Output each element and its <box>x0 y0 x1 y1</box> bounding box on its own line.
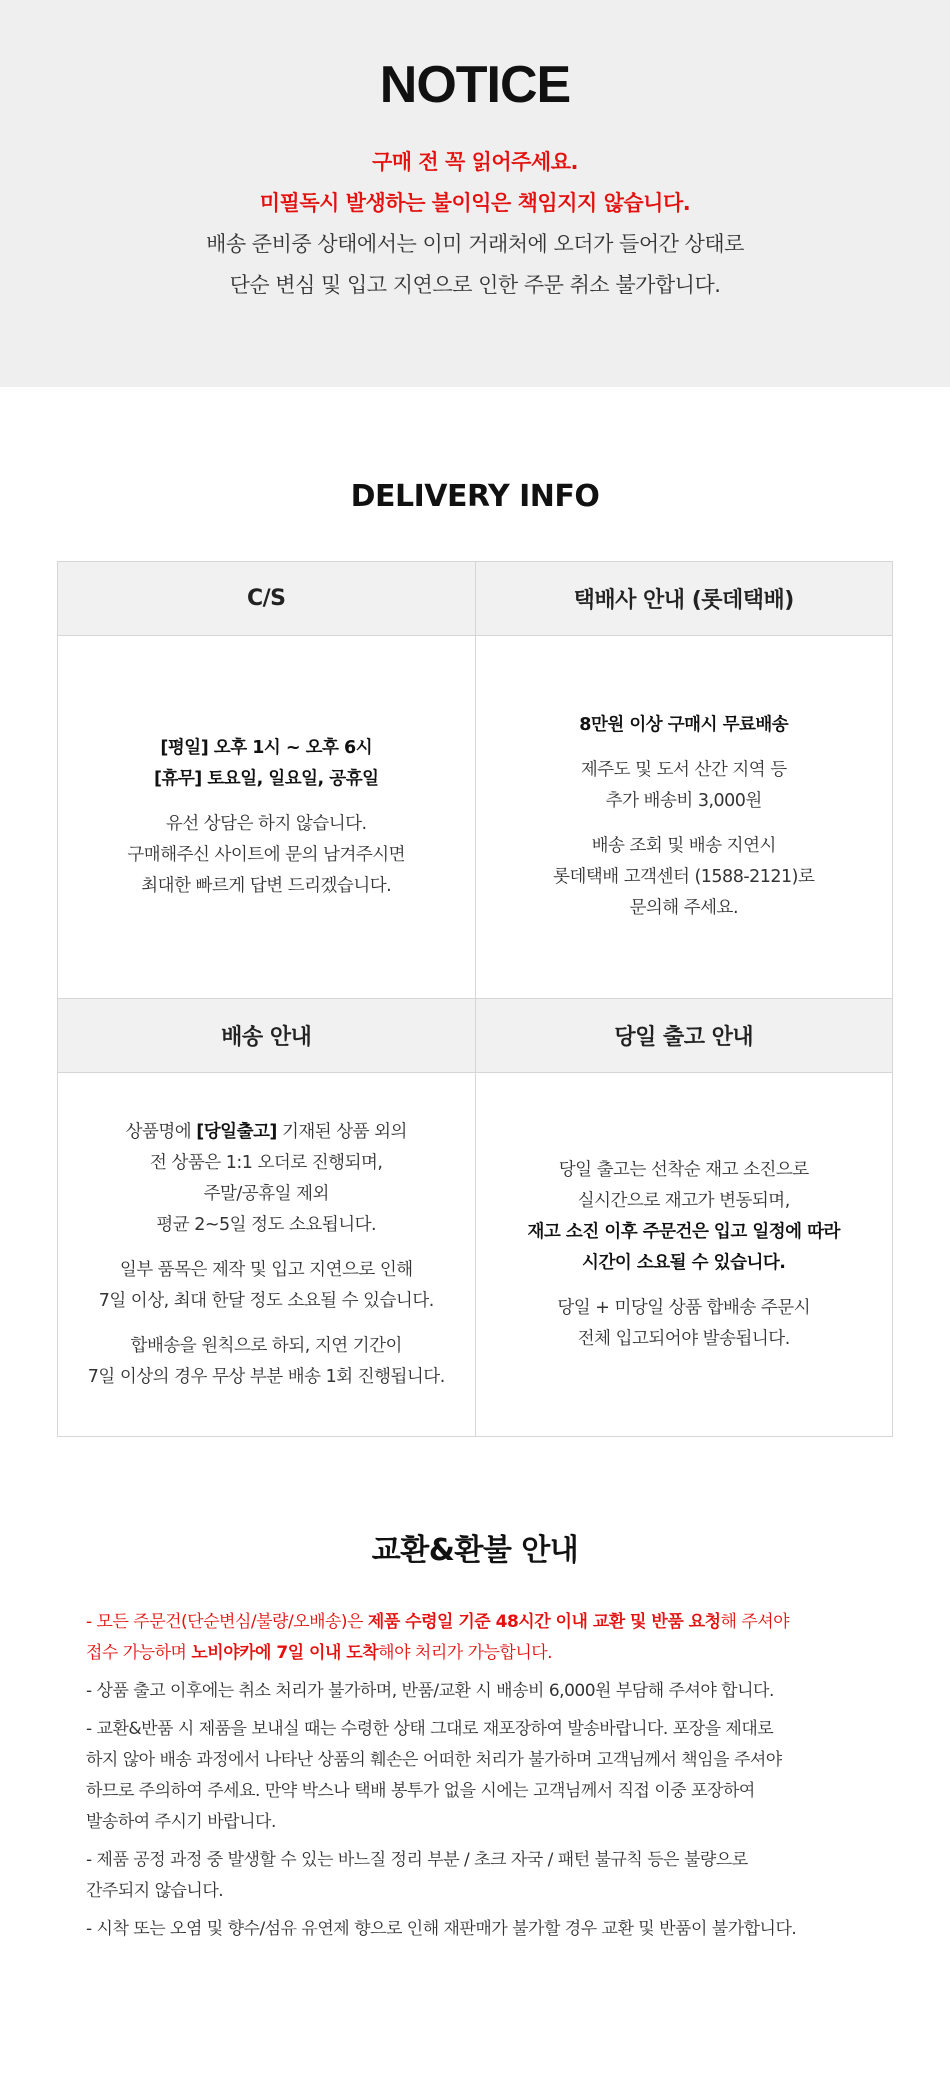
cs-weekday-hours: [평일] 오후 1시 ~ 오후 6시 <box>160 737 373 758</box>
island-note-2: 추가 배송비 3,000원 <box>605 791 762 811</box>
sameday-note-4: 시간이 소요될 수 있습니다. <box>582 1252 786 1273</box>
sameday-note-3: 재고 소진 이후 주문건은 입고 일정에 따라 <box>527 1221 840 1242</box>
delivery-info-title: DELIVERY INFO <box>350 479 600 514</box>
shipping-note-2: 전 상품은 1:1 오더로 진행되며, <box>150 1152 383 1173</box>
refund-item-defects: - 제품 공정 과정 중 발생할 수 있는 바느질 정리 부분 / 초크 자국 / 패턴 불규칙 등은 불량으로 간주되지 않습니다. <box>86 1850 748 1901</box>
shipping-note-3: 주말/공휴일 제외 <box>203 1183 329 1204</box>
delay-note-1: 일부 품목은 제작 및 입고 지연으로 인해 <box>119 1259 413 1280</box>
shipping-note-1: 상품명에 [당일출고] 기재된 상품 외의 <box>125 1121 407 1142</box>
refund-item-trial: - 시착 또는 오염 및 향수/섬유 유연제 향으로 인해 재판매가 불가할 경우 교환 및 반품이 불가합니다. <box>86 1919 797 1939</box>
combined-note-2: 전체 입고되어야 발송됩니다. <box>577 1328 790 1349</box>
notice-section <box>0 0 950 387</box>
sameday-note-1: 당일 출고는 선착순 재고 소진으로 <box>558 1159 809 1180</box>
combined-note-1: 당일 + 미당일 상품 합배송 주문시 <box>557 1297 811 1318</box>
cs-inquiry-note: 구매해주신 사이트에 문의 남겨주시면 <box>127 844 406 865</box>
tracking-note-3: 문의해 주세요. <box>629 898 739 918</box>
delivery-info-table <box>57 561 893 1437</box>
sameday-tag: [당일출고] <box>196 1121 277 1142</box>
delivery-info-section <box>0 387 950 1437</box>
courier-header: 택배사 안내 (롯데택배) <box>475 562 893 636</box>
refund-section <box>0 1437 950 1945</box>
tracking-note-1: 배송 조회 및 배송 지연시 <box>591 836 776 856</box>
cs-reply-note: 최대한 빠르게 답변 드리겠습니다. <box>141 875 392 896</box>
notice-must-read: 구매 전 꼭 읽어주세요. <box>372 150 578 174</box>
cs-no-phone: 유선 상담은 하지 않습니다. <box>165 813 367 834</box>
sameday-header: 당일 출고 안내 <box>475 999 893 1073</box>
tracking-note-2: 롯데택배 고객센터 (1588-2121)로 <box>553 867 815 887</box>
sameday-cell <box>475 1073 893 1437</box>
shipping-header: 배송 안내 <box>58 999 476 1073</box>
notice-disclaimer: 미필독시 발생하는 불이익은 책임지지 않습니다. <box>259 191 691 215</box>
notice-cancel-policy-2: 단순 변심 및 입고 지연으로 인한 주문 취소 불가합니다. <box>229 273 721 297</box>
courier-cell <box>475 636 893 999</box>
notice-title: NOTICE <box>379 56 571 114</box>
partial-note-2: 7일 이상의 경우 무상 부분 배송 1회 진행됩니다. <box>87 1366 445 1387</box>
sameday-note-2: 실시간으로 재고가 변동되며, <box>577 1190 790 1211</box>
shipping-note-4: 평균 2~5일 정도 소요됩니다. <box>156 1214 377 1235</box>
shipping-cell <box>58 1073 476 1437</box>
cs-holiday-hours: [휴무] 토요일, 일요일, 공휴일 <box>153 768 379 789</box>
refund-item-packaging: - 교환&반품 시 제품을 보내실 때는 수령한 상태 그대로 재포장하여 발송바랍니다. 포장을 제대로 하지 않아 배송 과정에서 나타난 상품의 훼손은 어떠한 처리가 불가하며 고객님께서 책임을 주셔야 하므로 주의하여 주세요. 만약 박스나 택배 봉투가 없을 시에는 고객님께서 직접 이중 포장하여 발송하여 주시기 바랍니다. <box>86 1719 782 1832</box>
partial-note-1: 합배송을 원칙으로 하되, 지연 기간이 <box>130 1335 402 1356</box>
cs-header: C/S <box>58 562 476 636</box>
notice-cancel-policy-1: 배송 준비중 상태에서는 이미 거래처에 오더가 들어간 상태로 <box>206 232 744 256</box>
refund-item-deadline: - 모든 주문건(단순변심/불량/오배송)은 제품 수령일 기준 48시간 이내 교환 및 반품 요청해 주셔야 접수 가능하며 노비야카에 7일 이내 도착해야 처리가 가능합니다. <box>86 1612 790 1663</box>
cs-cell <box>58 636 476 999</box>
refund-title: 교환&환불 안내 <box>371 1533 579 1568</box>
island-note-1: 제주도 및 도서 산간 지역 등 <box>580 760 787 780</box>
refund-item-shipping-fee: - 상품 출고 이후에는 취소 처리가 불가하며, 반품/교환 시 배송비 6,000원 부담해 주셔야 합니다. <box>86 1681 774 1701</box>
delay-note-2: 7일 이상, 최대 한달 정도 소요될 수 있습니다. <box>98 1290 434 1311</box>
free-shipping-note: 8만원 이상 구매시 무료배송 <box>579 715 789 735</box>
